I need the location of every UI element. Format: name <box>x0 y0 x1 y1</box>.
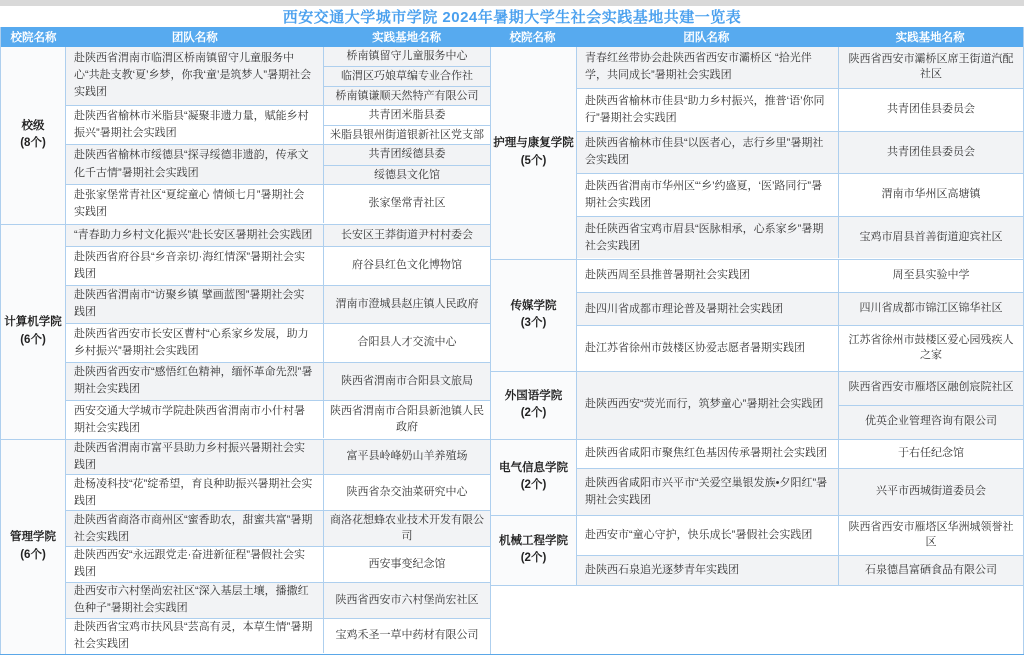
team-name-cell: 赴陕西省榆林市米脂县“凝聚非遗力量，赋能乡村振兴”暑期社会实践团 <box>66 106 324 145</box>
teams-container <box>577 372 1023 439</box>
bases-container <box>839 556 1023 584</box>
college-name: 外国语学院 <box>504 389 563 402</box>
team-name-cell: 赴陕西省榆林市佳县“以医者心，志行乡里”暑期社会实践团 <box>577 132 839 174</box>
base-name-cell: 商洛花想蜂农业技术开发有限公司 <box>330 514 484 542</box>
team-row <box>66 474 490 510</box>
bases-container <box>839 174 1023 216</box>
page-title: 西安交通大学城市学院 2024年暑期大学生社会实践基地共建一览表 <box>282 8 742 26</box>
team-name-cell: 西安交通大学城市学院赴陕西省渭南市小什村暑期社会实践团 <box>66 401 324 438</box>
base-name-cell: 米脂县银州街道银新社区党支部 <box>324 125 490 144</box>
team-name-cell: 青春红丝带协会赴陕西省西安市灞桥区 “拾光伴学，共同成长”暑期社会实践团 <box>577 47 839 89</box>
bases-container <box>839 372 1023 439</box>
header-base-left: 实践基地名称 <box>372 31 442 44</box>
team-row <box>66 582 490 618</box>
college-name-cell <box>491 372 577 439</box>
team-name-cell: 赴陕西省榆林市绥德县“探寻绥德非遗韵，传承文化千古情”暑期社会实践团 <box>66 145 324 184</box>
teams-container <box>577 47 1023 259</box>
team-name-cell: 赴陕西省渭南市富平县助力乡村振兴暑期社会实践团 <box>66 440 324 475</box>
base-name-cell: 陕西省渭南市合阳县文旅局 <box>341 374 473 387</box>
base-name-cell: 绥德县文化馆 <box>324 165 490 184</box>
teams-container <box>66 225 490 439</box>
bases-container <box>324 145 490 184</box>
base-name-cell: 优英企业管理咨询有限公司 <box>839 405 1023 439</box>
college-name: 电气信息学院 <box>499 461 568 474</box>
team-row <box>66 47 490 105</box>
college-name: 机械工程学院 <box>499 534 568 547</box>
college-name-cell <box>491 260 577 371</box>
table-header-row <box>1 27 1023 47</box>
college-name-cell <box>491 440 577 515</box>
team-name-cell: 赴江苏省徐州市鼓楼区协爱志愿者暑期实践团 <box>577 326 839 370</box>
team-name-cell: 赴西安市“童心守护，快乐成长”暑假社会实践团 <box>577 516 839 556</box>
base-name-cell: 四川省成都市锦江区锦华社区 <box>859 302 1003 315</box>
table-left-half <box>1 47 490 654</box>
base-name-cell: 张家堡常青社区 <box>368 197 446 210</box>
base-name-cell: 陕西省西安市灞桥区席王街道汽配社区 <box>848 52 1014 81</box>
bases-container <box>324 619 490 654</box>
college-section <box>491 371 1023 439</box>
base-name-cell: 兴平市西城街道委员会 <box>876 485 986 498</box>
team-name-cell: 赴陕西省渭南市华州区“‘乡’约盛夏，‘医’路同行”暑期社会实践团 <box>577 174 839 216</box>
team-name-cell: 赴陕西石泉追光逐梦青年实践团 <box>577 556 839 584</box>
college-section <box>491 47 1023 259</box>
header-college-left: 校院名称 <box>10 31 57 44</box>
bases-container <box>839 132 1023 174</box>
college-name-cell <box>491 516 577 585</box>
team-name-cell: 赴陕西省渭南市临渭区桥南镇留守儿童服务中心“共赴支教‘夏’乡梦，你我‘童’是筑梦人”暑期社会实践团 <box>66 47 324 105</box>
team-row <box>66 440 490 475</box>
bases-container <box>839 440 1023 468</box>
team-row <box>577 131 1023 174</box>
header-college-right: 校院名称 <box>509 31 556 44</box>
base-name-cell: 周至县实验中学 <box>892 269 970 282</box>
team-row <box>577 468 1023 515</box>
college-name: 计算机学院 <box>4 316 62 329</box>
team-row <box>66 546 490 582</box>
college-name-cell <box>1 47 66 224</box>
bases-container <box>839 89 1023 131</box>
college-name-cell <box>1 440 66 654</box>
team-row <box>66 618 490 654</box>
college-section <box>1 47 490 224</box>
college-count: (2个) <box>520 407 547 419</box>
team-row <box>577 292 1023 325</box>
team-row <box>66 246 490 284</box>
team-name-cell: 赴陕西省渭南市“访聚乡镇 擘画蓝图”暑期社会实践团 <box>66 286 324 323</box>
bases-container <box>324 440 490 475</box>
base-name-cell: 陕西省杂交油菜研究中心 <box>346 486 468 499</box>
header-base-right: 实践基地名称 <box>895 31 965 44</box>
team-row <box>66 225 490 247</box>
team-row <box>577 555 1023 584</box>
header-team-left: 团队名称 <box>171 31 218 44</box>
base-name-cell: 陕西省西安市六村堡尚宏社区 <box>335 593 479 606</box>
team-row <box>66 105 490 145</box>
bases-container <box>839 293 1023 325</box>
table-body <box>1 47 1023 654</box>
base-name-cell: 桥南镇谦顺天然特产有限公司 <box>324 86 490 104</box>
bases-container <box>324 475 490 510</box>
team-row <box>577 440 1023 468</box>
team-name-cell: 赴陕西省商洛市商州区“蜜香助农，甜蜜共富”暑期社会实践团 <box>66 511 324 546</box>
bases-container <box>839 47 1023 89</box>
practice-base-table <box>0 27 1024 654</box>
team-name-cell: 赴陕西省宝鸡市扶风县“芸高有灵，本草生情”暑期社会实践团 <box>66 619 324 654</box>
base-name-cell: 西安事变纪念馆 <box>368 557 446 570</box>
base-name-cell: 宝鸡禾圣一草中药材有限公司 <box>335 629 479 642</box>
college-section <box>491 515 1023 585</box>
bottom-padding <box>0 655 1024 659</box>
college-section <box>1 439 490 654</box>
team-row <box>66 362 490 400</box>
team-name-cell: 赴陕西省西安市长安区曹村“心系家乡发展，助力乡村振兴”暑期社会实践团 <box>66 324 324 361</box>
team-name-cell: 赴陕西省咸阳市聚焦红色基因传承暑期社会实践团 <box>577 440 839 468</box>
team-name-cell: 赴张家堡常青社区“夏绽童心 情倾七月”暑期社会实践团 <box>66 185 324 224</box>
team-name-cell: 赴陕西西安“永远跟党走·奋进新征程”暑假社会实践团 <box>66 547 324 582</box>
college-count: (6个) <box>20 333 46 346</box>
team-row <box>66 184 490 224</box>
college-name: 校级 <box>21 119 45 132</box>
teams-container <box>577 440 1023 515</box>
base-name-cell: 合阳县人才交流中心 <box>357 336 457 349</box>
team-name-cell: 赴杨凌科技“花”绽希望，育良种助振兴暑期社会实践团 <box>66 475 324 510</box>
college-name-cell <box>1 225 66 439</box>
base-name-cell: 共青团米脂县委 <box>368 108 446 121</box>
team-row <box>66 400 490 438</box>
base-name-cell: 石泉德昌富硒食品有限公司 <box>865 563 997 576</box>
college-section <box>491 439 1023 515</box>
base-name-cell: 陕西省渭南市合阳县新池镇人民政府 <box>330 405 484 433</box>
bases-container <box>324 185 490 224</box>
bases-container <box>324 511 490 546</box>
college-count: (6个) <box>20 548 46 561</box>
team-name-cell: 赴陕西周至县推普暑期社会实践团 <box>577 260 839 292</box>
college-count: (2个) <box>520 552 547 564</box>
college-count: (3个) <box>520 317 547 329</box>
bases-container <box>839 326 1023 370</box>
empty-filler-row <box>491 585 1023 654</box>
team-row <box>577 372 1023 439</box>
team-name-cell: 赴四川省成都市理论普及暑期社会实践团 <box>577 293 839 325</box>
team-row <box>577 216 1023 259</box>
base-name-cell: 共青团佳县委员会 <box>887 145 975 158</box>
team-name-cell: 赴陕西省府谷县“乡音亲切·海红情深”暑期社会实践团 <box>66 247 324 284</box>
base-name-cell: 富平县岭峰奶山羊养殖场 <box>346 450 468 463</box>
base-name-cell: 临渭区巧娘草编专业合作社 <box>324 66 490 86</box>
team-row <box>577 516 1023 556</box>
bases-container <box>324 106 490 145</box>
bases-container <box>839 516 1023 556</box>
team-row <box>66 510 490 546</box>
college-count: (2个) <box>520 479 547 491</box>
base-name-cell: 于右任纪念馆 <box>898 447 964 460</box>
bases-container <box>839 469 1023 515</box>
team-name-cell: 赴陕西省西安市“感悟红色精神，缅怀革命先烈”暑期社会实践团 <box>66 363 324 400</box>
college-count: (5个) <box>520 154 547 167</box>
header-team-right: 团队名称 <box>683 31 730 44</box>
bases-container <box>324 547 490 582</box>
team-row <box>66 144 490 184</box>
college-section <box>1 224 490 439</box>
bases-container <box>839 217 1023 259</box>
bases-container <box>839 260 1023 292</box>
team-row <box>577 47 1023 89</box>
team-name-cell: 赴陕西西安“荧光而行，筑梦童心”暑期社会实践团 <box>577 372 839 439</box>
teams-container <box>66 47 490 224</box>
team-row <box>577 325 1023 370</box>
teams-container <box>577 516 1023 585</box>
team-name-cell: “青春助力乡村文化振兴”赴长安区暑期社会实践团 <box>66 225 324 247</box>
bases-container <box>324 286 490 323</box>
base-name-cell: 宝鸡市眉县首善街道迎宾社区 <box>859 230 1003 243</box>
teams-container <box>66 440 490 654</box>
team-name-cell: 赴西安市六村堡尚宏社区“深入基层土壤，播撒红色种子”暑期社会实践团 <box>66 583 324 618</box>
team-row <box>577 88 1023 131</box>
base-name-cell: 江苏省徐州市鼓楼区爱心园残疾人之家 <box>848 334 1014 362</box>
college-name: 管理学院 <box>10 531 56 544</box>
teams-container <box>577 260 1023 371</box>
bases-container <box>324 401 490 438</box>
title-bar <box>0 6 1024 27</box>
college-count: (8个) <box>20 137 46 149</box>
bases-container <box>324 247 490 284</box>
team-row <box>577 260 1023 292</box>
college-section <box>491 259 1023 371</box>
team-name-cell: 赴陕西省咸阳市兴平市“关爱空巢银发族•夕阳红”暑期社会实践团 <box>577 469 839 515</box>
bases-container <box>324 324 490 361</box>
bases-container <box>324 363 490 400</box>
team-name-cell: 赴陕西省榆林市佳县“助力乡村振兴，推普‘语’你同行”暑期社会实践团 <box>577 89 839 131</box>
college-name: 护理与康复学院 <box>493 137 574 150</box>
base-name-cell: 渭南市澄城县赵庄镇人民政府 <box>335 297 479 310</box>
bases-container <box>324 47 490 105</box>
college-name: 传媒学院 <box>510 299 557 312</box>
base-name-cell: 共青团佳县委员会 <box>887 103 975 116</box>
bases-container <box>324 225 490 247</box>
team-row <box>66 285 490 323</box>
base-name-cell: 陕西省西安市雁塔区融创宸院社区 <box>848 381 1014 394</box>
team-row <box>577 173 1023 216</box>
base-name-cell: 共青团绥德县委 <box>368 148 446 161</box>
college-name-cell <box>491 47 577 259</box>
team-row <box>66 323 490 361</box>
base-name-cell: 桥南镇留守儿童服务中心 <box>346 49 468 62</box>
base-name-cell: 府谷县红色文化博物馆 <box>352 259 462 272</box>
base-name-cell: 渭南市华州区高塘镇 <box>881 188 981 201</box>
team-name-cell: 赴任陕西省宝鸡市眉县“医脉相承，心系家乡”暑期社会实践团 <box>577 217 839 259</box>
bases-container <box>324 583 490 618</box>
base-name-cell: 陕西省西安市雁塔区华洲城领誉社区 <box>848 521 1014 549</box>
table-right-half <box>490 47 1023 654</box>
base-name-cell: 长安区王莽街道尹村村委会 <box>341 228 473 241</box>
